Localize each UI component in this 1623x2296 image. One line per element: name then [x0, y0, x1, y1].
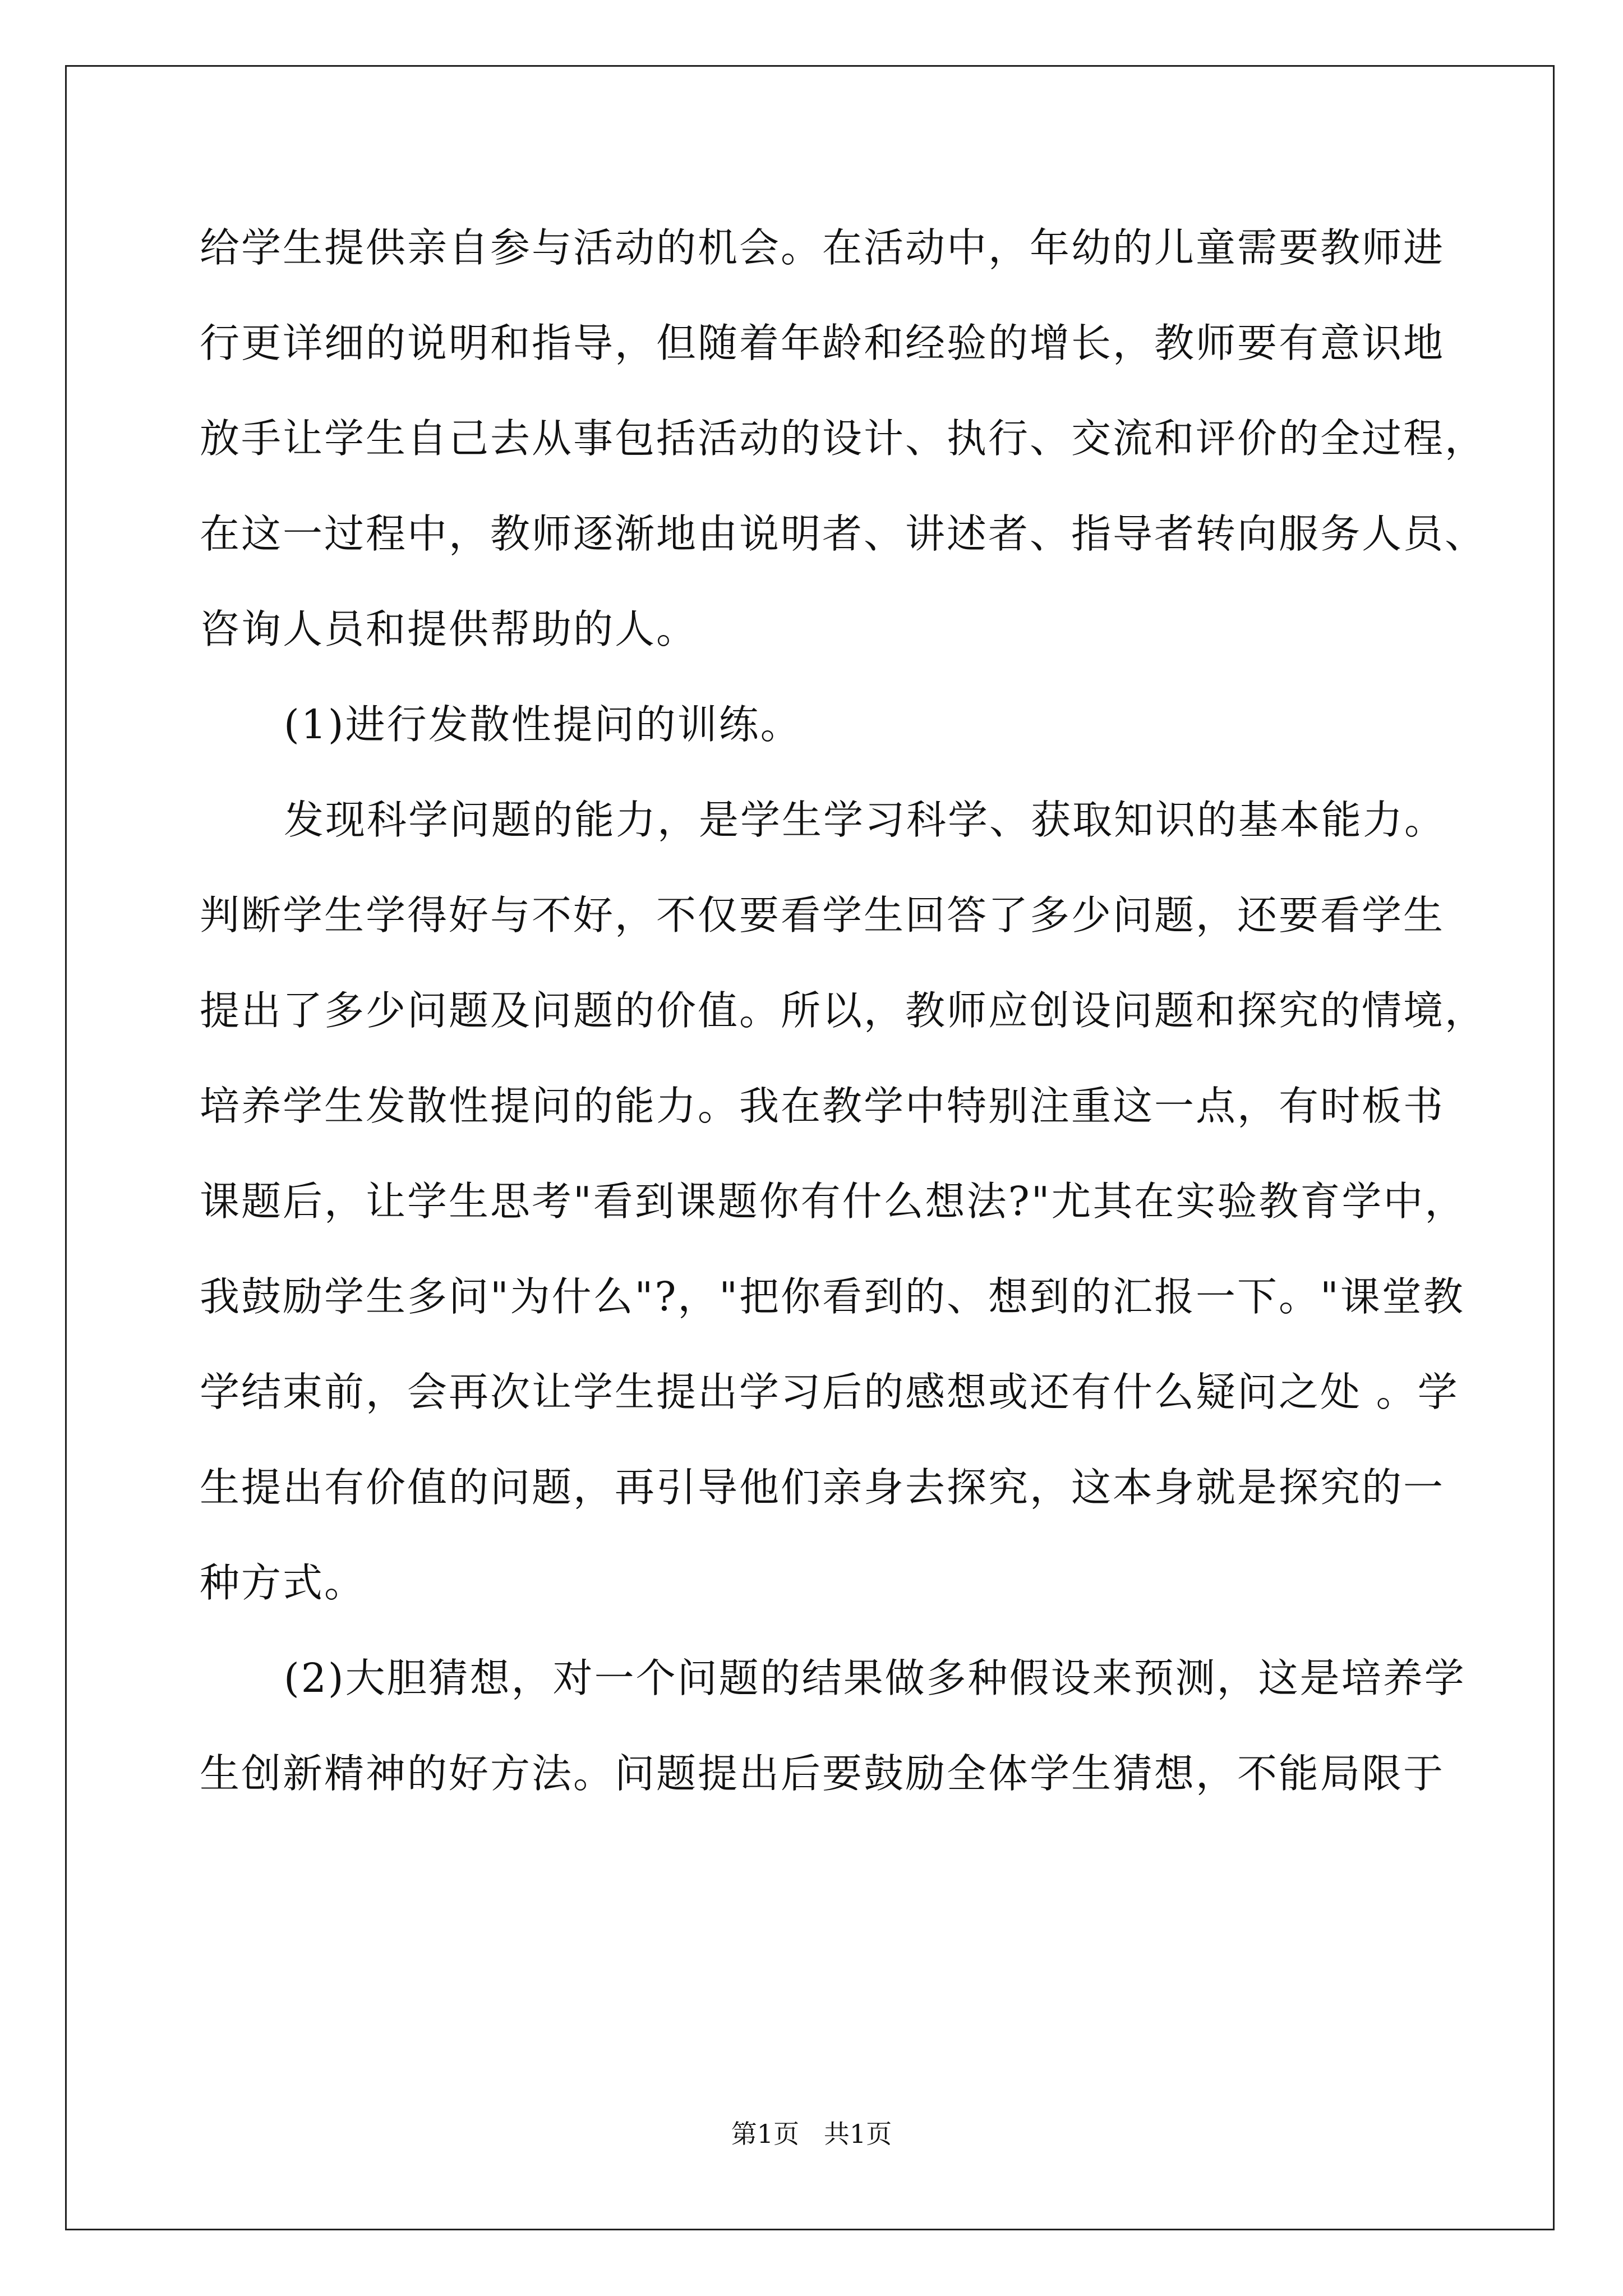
text-line: 提出了多少问题及问题的价值。所以，教师应创设问题和探究的情境，	[200, 987, 1487, 1034]
text-line: 培养学生发散性提问的能力。我在教学中特别注重这一点，有时板书	[200, 1083, 1445, 1129]
page-number-footer: 第1页 共1页	[731, 2119, 892, 2149]
text-line: 放手让学生自己去从事包括活动的设计、执行、交流和评价的全过程，	[200, 415, 1487, 462]
text-line: 给学生提供亲自参与活动的机会。在活动中，年幼的儿童需要教师进	[200, 224, 1445, 271]
text-line: 判断学生学得好与不好，不仅要看学生回答了多少问题，还要看学生	[200, 892, 1445, 938]
text-line: 咨询人员和提供帮助的人。	[200, 606, 698, 652]
text-line: 行更详细的说明和指导，但随着年龄和经验的增长，教师要有意识地	[200, 320, 1445, 366]
section-heading: (2)大胆猜想，对一个问题的结果做多种假设来预测，这是培养学	[284, 1655, 1466, 1701]
text-line: 课题后，让学生思考"看到课题你有什么想法?"尤其在实验教育学中，	[200, 1178, 1467, 1225]
text-line: 生提出有价值的问题，再引导他们亲身去探究，这本身就是探究的一	[200, 1464, 1445, 1511]
text-line: 我鼓励学生多问"为什么"?，"把你看到的、想到的汇报一下。"课堂教	[200, 1273, 1465, 1320]
text-line: 学结束前，会再次让学生提出学习后的感想或还有什么疑问之处 。学	[200, 1369, 1459, 1415]
text-line: 发现科学问题的能力，是学生学习科学、获取知识的基本能力。	[284, 797, 1446, 843]
text-line: 在这一过程中，教师逐渐地由说明者、讲述者、指导者转向服务人员、	[200, 510, 1487, 557]
text-line: 生创新精神的好方法。问题提出后要鼓励全体学生猜想，不能局限于	[200, 1750, 1445, 1797]
section-heading: (1)进行发散性提问的训练。	[284, 701, 802, 748]
text-line: 种方式。	[200, 1559, 366, 1606]
page-border	[65, 65, 1555, 2230]
